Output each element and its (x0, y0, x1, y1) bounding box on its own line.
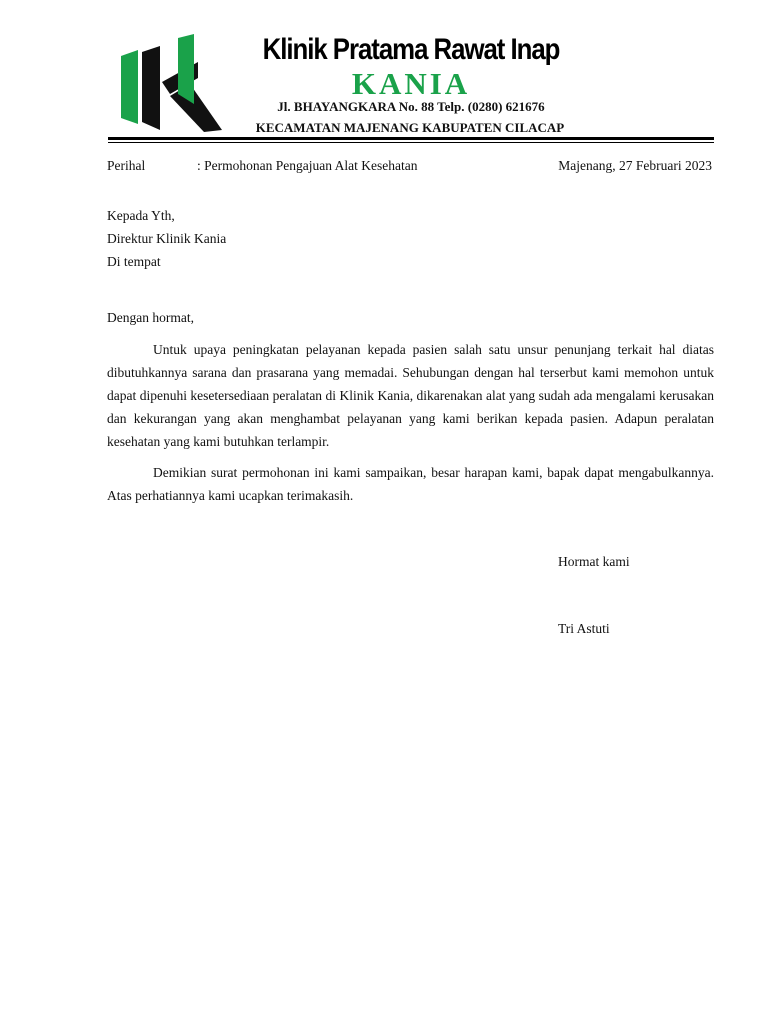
recipient-place: Di tempat (107, 254, 161, 269)
recipient-greeting: Kepada Yth, (107, 208, 175, 223)
clinic-address: Jl. BHAYANGKARA No. 88 Telp. (0280) 621676 (277, 99, 545, 114)
letterhead-divider-thick (108, 137, 714, 140)
clinic-name: KANIA (351, 66, 471, 101)
signatory-name: Tri Astuti (558, 621, 610, 636)
closing-regards: Hormat kami (558, 554, 630, 569)
recipient-name: Direktur Klinik Kania (107, 231, 227, 246)
body-paragraph-1: Untuk upaya peningkatan pelayanan kepada pasien salah satu unsur penunjang terkait hal diatas dibutuhkannya sarana dan prasarana yang memadai. Sehubungan dengan hal terserbut kami memohon untuk dapat dipenuhi kesetersediaan peralatan di Klinik Kania, dikarenakan alat yang sudah ada mengalami kerusakan dan kekurangan yang akan menghambat pelayanan yang kami berikan kepada pasien. Adapun peralatan kesehatan yang kami butuhkan terlampir. (107, 342, 714, 449)
salutation: Dengan hormat, (107, 310, 194, 325)
letterhead-divider-thin (108, 142, 714, 143)
clinic-logo (118, 34, 224, 132)
body-paragraph-2: Demikian surat permohonan ini kami sampaikan, besar harapan kami, bapak dapat mengabulkannya. Atas perhatiannya kami ucapkan terimakasih. (107, 465, 714, 503)
subject-value: : Permohonan Pengajuan Alat Kesehatan (197, 158, 418, 173)
place-date: Majenang, 27 Februari 2023 (558, 158, 712, 173)
subject-label: Perihal (107, 158, 146, 173)
clinic-district: KECAMATAN MAJENANG KABUPATEN CILACAP (255, 120, 565, 135)
clinic-title: Klinik Pratama Rawat Inap (262, 33, 560, 66)
